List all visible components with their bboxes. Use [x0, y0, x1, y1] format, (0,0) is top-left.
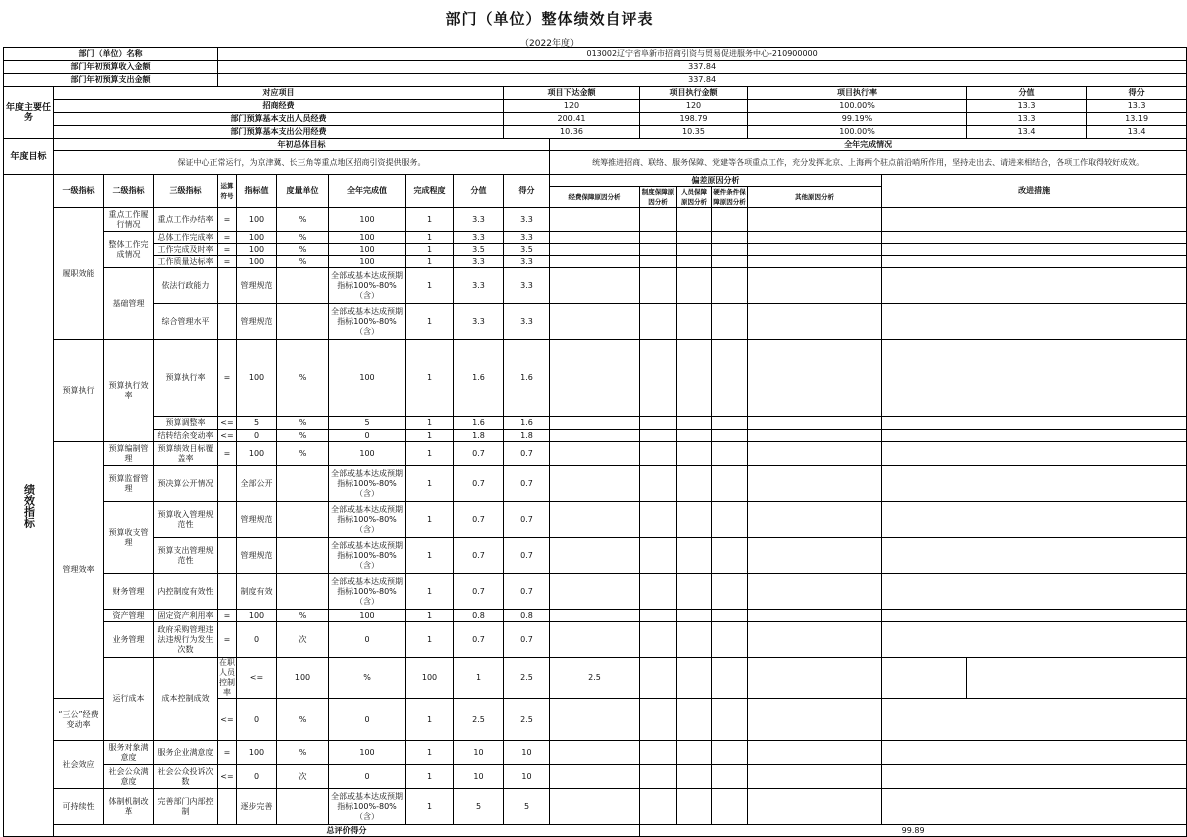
weight-cell: 0.7 [454, 622, 504, 658]
total-label: 总评价得分 [54, 825, 640, 837]
actual-cell: 100 [406, 658, 454, 699]
score-cell: 10 [504, 741, 550, 765]
tasks-header: 对应项目 [54, 87, 504, 100]
tasks-header: 项目执行率 [748, 87, 967, 100]
completion-cell: 1 [406, 268, 454, 304]
task-row [4, 113, 1187, 126]
operator-cell: = [218, 741, 237, 765]
level2-cell: 预算编制管理 [104, 442, 154, 466]
task-allocated: 200.41 [504, 113, 640, 126]
score-cell: 1.6 [504, 340, 550, 417]
unit-cell: % [277, 232, 329, 244]
score-cell: 0.7 [504, 466, 550, 502]
complete-goal-text: 统筹推进招商、联络、服务保障、党建等各项重点工作，充分发挥北京、上海两个驻点前沿哨所作用，坚持走出去、请进来相结合，各项工作取得较好成效。 [550, 151, 1187, 175]
completion-cell: 1 [406, 610, 454, 622]
completion-cell: 1 [406, 244, 454, 256]
completion-cell: 1 [406, 430, 454, 442]
indicator-row [4, 502, 1187, 538]
total-row [4, 825, 1187, 837]
level3-cell: 工作完成及时率 [154, 244, 218, 256]
operator-cell: = [218, 340, 237, 417]
level3-cell: “三公”经费变动率 [54, 699, 104, 741]
unit-cell: % [277, 244, 329, 256]
operator-cell: = [218, 442, 237, 466]
score-cell: 3.3 [504, 232, 550, 244]
operator-cell: <= [237, 658, 277, 699]
initial-goal-header: 年初总体目标 [54, 139, 550, 151]
task-rate: 100.00% [748, 100, 967, 113]
target-cell: 100 [277, 658, 329, 699]
unit-cell: 次 [277, 622, 329, 658]
unit-cell [277, 574, 329, 610]
level1-cell: 运行成本 [104, 658, 154, 741]
indicator-row [4, 304, 1187, 340]
score-cell: 3.3 [504, 256, 550, 268]
target-cell: 100 [237, 208, 277, 232]
unit-cell [277, 268, 329, 304]
task-name: 部门预算基本支出公用经费 [54, 126, 504, 139]
completion-cell: 1 [406, 765, 454, 789]
completion-cell: 1 [406, 340, 454, 417]
level3-cell: 完善部门内部控制 [154, 789, 218, 825]
indicator-row [4, 268, 1187, 304]
actual-cell: 100 [329, 232, 406, 244]
tasks-header: 得分 [1087, 87, 1187, 100]
weight-cell: 1.6 [454, 417, 504, 430]
operator-cell: = [218, 232, 237, 244]
col-header: 三级指标 [154, 175, 218, 208]
goals-text-row [4, 151, 1187, 175]
level3-cell: 总体工作完成率 [154, 232, 218, 244]
task-executed: 120 [640, 100, 748, 113]
target-cell: 逐步完善 [237, 789, 277, 825]
level2-cell: 重点工作履行情况 [104, 208, 154, 232]
actual-cell: 100 [329, 442, 406, 466]
level3-cell: 固定资产利用率 [154, 610, 218, 622]
completion-cell: 1 [406, 304, 454, 340]
task-score: 13.3 [1087, 100, 1187, 113]
indicator-row [4, 466, 1187, 502]
completion-cell: 1 [406, 574, 454, 610]
level3-cell: 预算支出管理规范性 [154, 538, 218, 574]
completion-cell: 1 [406, 466, 454, 502]
level1-cell: 预算执行 [54, 340, 104, 442]
operator-cell: <= [218, 417, 237, 430]
weight-cell: 3.3 [454, 304, 504, 340]
completion-cell: 1 [406, 741, 454, 765]
indicator-row [4, 574, 1187, 610]
operator-cell: = [218, 622, 237, 658]
level3-cell: 预算绩效目标覆盖率 [154, 442, 218, 466]
score-cell: 1.6 [504, 417, 550, 430]
task-executed: 198.79 [640, 113, 748, 126]
actual-cell: 全部或基本达成预期指标100%-80%（含） [329, 466, 406, 502]
level2-cell: 预算收支管理 [104, 502, 154, 574]
income-label: 部门年初预算收入金额 [4, 61, 218, 74]
completion-cell: 1 [406, 502, 454, 538]
goals-header-row [4, 139, 1187, 151]
dept-row [4, 48, 1187, 61]
target-cell: 0 [237, 699, 277, 741]
actual-cell: 全部或基本达成预期指标100%-80%（含） [329, 538, 406, 574]
completion-cell: 1 [454, 658, 504, 699]
score-cell: 3.3 [504, 268, 550, 304]
level1-cell: 履职效能 [54, 208, 104, 340]
report-year: （2022年度） [520, 39, 579, 49]
evaluation-table [3, 47, 1187, 837]
target-cell: 管理规范 [237, 304, 277, 340]
score-cell: 0.7 [504, 502, 550, 538]
actual-cell: 0 [329, 699, 406, 741]
weight-cell: 1.8 [454, 430, 504, 442]
task-executed: 10.35 [640, 126, 748, 139]
tasks-section-label: 年度主要任务 [4, 87, 54, 139]
target-cell: 100 [237, 232, 277, 244]
completion-cell: 1 [406, 417, 454, 430]
task-name: 招商经费 [54, 100, 504, 113]
tasks-header: 分值 [967, 87, 1087, 100]
indicator-row [4, 232, 1187, 244]
target-cell: 5 [237, 417, 277, 430]
tasks-header: 项目下达金额 [504, 87, 640, 100]
unit-cell: % [277, 610, 329, 622]
weight-cell: 10 [454, 765, 504, 789]
indicator-row [4, 244, 1187, 256]
indicator-row [4, 208, 1187, 232]
dev-sub-header: 硬件条件保障原因分析 [713, 188, 746, 206]
actual-cell: 全部或基本达成预期指标100%-80%（含） [329, 304, 406, 340]
operator-cell: = [218, 256, 237, 268]
col-header: 二级指标 [104, 175, 154, 208]
operator-cell [218, 466, 237, 502]
unit-cell [277, 538, 329, 574]
level3-cell: 依法行政能力 [154, 268, 218, 304]
level2-cell: 社会公众满意度 [104, 765, 154, 789]
dept-label: 部门（单位）名称 [4, 48, 218, 61]
unit-cell: % [277, 442, 329, 466]
level3-cell: 预算执行率 [154, 340, 218, 417]
actual-cell: 100 [329, 208, 406, 232]
weight-cell: 3.3 [454, 232, 504, 244]
unit-cell [277, 789, 329, 825]
completion-cell: 1 [406, 208, 454, 232]
level2-cell: 服务对象满意度 [104, 741, 154, 765]
indicator-row [4, 610, 1187, 622]
improve-header: 改进措施 [882, 175, 1187, 208]
task-score: 13.19 [1087, 113, 1187, 126]
level2-cell: 基础管理 [104, 268, 154, 340]
dev-sub-header: 经费保障原因分析 [550, 187, 640, 208]
indicator-row [4, 340, 1187, 417]
actual-cell: 0 [329, 430, 406, 442]
completion-cell: 1 [406, 699, 454, 741]
col-header: 指标值 [237, 175, 277, 208]
actual-cell: 全部或基本达成预期指标100%-80%（含） [329, 574, 406, 610]
unit-cell: % [277, 208, 329, 232]
dept-value: 013002辽宁省阜新市招商引资与贸易促进服务中心-210900000 [218, 48, 1187, 61]
target-cell: 0 [237, 622, 277, 658]
col-header: 全年完成值 [329, 175, 406, 208]
target-cell: 管理规范 [237, 502, 277, 538]
score-cell: 3.5 [504, 244, 550, 256]
score-cell: 3.3 [504, 304, 550, 340]
level2-cell: 整体工作完成情况 [104, 232, 154, 268]
score-cell: 10 [504, 765, 550, 789]
unit-cell: % [329, 658, 406, 699]
level2-cell: 预算监督管理 [104, 466, 154, 502]
operator-cell [218, 304, 237, 340]
target-cell: 管理规范 [237, 538, 277, 574]
completion-cell: 1 [406, 789, 454, 825]
expense-value: 337.84 [218, 74, 1187, 87]
page-title: 部门（单位）整体绩效自评表 [445, 10, 654, 28]
operator-cell: = [218, 610, 237, 622]
completion-cell: 1 [406, 538, 454, 574]
indicator-row [4, 256, 1187, 268]
operator-cell [218, 502, 237, 538]
operator-cell [218, 538, 237, 574]
weight-cell: 5 [454, 789, 504, 825]
task-weight: 13.3 [967, 100, 1087, 113]
level3-cell: 政府采购管理违法违规行为发生次数 [154, 622, 218, 658]
unit-cell: % [277, 340, 329, 417]
level2-cell: 体制机制改革 [104, 789, 154, 825]
weight-cell: 0.8 [454, 610, 504, 622]
level3-cell: 在职人员控制率 [219, 658, 235, 697]
weight-cell: 0.7 [454, 466, 504, 502]
level3-cell: 预算调整率 [154, 417, 218, 430]
completion-cell: 1 [406, 442, 454, 466]
indicator-row [4, 538, 1187, 574]
target-cell: 100 [237, 244, 277, 256]
expense-label: 部门年初预算支出金额 [4, 74, 218, 87]
level1-cell: 社会效应 [54, 741, 104, 789]
level3-cell: 预算收入管理规范性 [154, 502, 218, 538]
unit-cell: 次 [277, 765, 329, 789]
complete-goal-header: 全年完成情况 [550, 139, 1187, 151]
actual-cell: 0 [329, 622, 406, 658]
weight-cell: 1.6 [454, 340, 504, 417]
level3-cell: 重点工作办结率 [154, 208, 218, 232]
task-weight: 13.3 [967, 113, 1087, 126]
col-header: 得分 [504, 175, 550, 208]
level3-cell: 工作质量达标率 [154, 256, 218, 268]
initial-goal-text: 保证中心正常运行，为京津冀、长三角等重点地区招商引资提供服务。 [54, 151, 550, 175]
tasks-header: 项目执行金额 [640, 87, 748, 100]
task-rate: 99.19% [748, 113, 967, 126]
indicator-row [4, 789, 1187, 825]
unit-cell: % [277, 256, 329, 268]
actual-cell: 100 [329, 256, 406, 268]
actual-cell: 5 [329, 417, 406, 430]
actual-cell: 100 [329, 340, 406, 417]
indicator-row [4, 658, 1187, 699]
indicator-row [4, 442, 1187, 466]
task-rate: 100.00% [748, 126, 967, 139]
unit-cell: % [277, 417, 329, 430]
level2-cell: 预算执行效率 [104, 340, 154, 442]
score-cell: 0.7 [504, 442, 550, 466]
operator-cell [218, 789, 237, 825]
target-cell: 100 [237, 442, 277, 466]
weight-cell: 3.3 [454, 268, 504, 304]
indicator-row [4, 622, 1187, 658]
indicator-header-row [4, 175, 1187, 187]
task-name: 部门预算基本支出人员经费 [54, 113, 504, 126]
score-cell: 3.3 [504, 208, 550, 232]
weight-cell: 2.5 [504, 658, 550, 699]
expense-row [4, 74, 1187, 87]
score-cell: 0.8 [504, 610, 550, 622]
level2-cell: 业务管理 [104, 622, 154, 658]
target-cell: 制度有效 [237, 574, 277, 610]
unit-cell [277, 502, 329, 538]
col-header: 度量单位 [277, 175, 329, 208]
operator-cell: = [218, 208, 237, 232]
indicators-section-label: 绩效指标 [4, 175, 54, 837]
dev-sub-header: 制度保障原因分析 [640, 187, 677, 208]
actual-cell: 100 [329, 244, 406, 256]
weight-cell: 0.7 [454, 538, 504, 574]
target-cell: 管理规范 [237, 268, 277, 304]
target-cell: 全部公开 [237, 466, 277, 502]
level3-cell: 综合管理水平 [154, 304, 218, 340]
unit-cell [277, 466, 329, 502]
score-cell: 5 [504, 789, 550, 825]
target-cell: 100 [237, 741, 277, 765]
dev-sub-header: 其他原因分析 [748, 187, 882, 208]
weight-cell: 0.7 [454, 442, 504, 466]
actual-cell: 全部或基本达成预期指标100%-80%（含） [329, 268, 406, 304]
level2-cell: 资产管理 [104, 610, 154, 622]
income-value: 337.84 [218, 61, 1187, 74]
completion-cell: 1 [406, 622, 454, 658]
actual-cell: 100 [329, 610, 406, 622]
weight-cell: 3.5 [454, 244, 504, 256]
operator-cell [218, 268, 237, 304]
weight-cell: 0.7 [454, 502, 504, 538]
level3-cell: 社会公众投诉次数 [154, 765, 218, 789]
level2-cell: 成本控制成效 [154, 658, 218, 741]
deviation-header: 偏差原因分析 [550, 175, 882, 187]
level3-cell: 结转结余变动率 [154, 430, 218, 442]
target-cell: 100 [237, 256, 277, 268]
income-row [4, 61, 1187, 74]
unit-cell: % [277, 699, 329, 741]
operator-cell: <= [218, 699, 237, 741]
task-weight: 13.4 [967, 126, 1087, 139]
unit-cell [277, 304, 329, 340]
score-cell: 2.5 [550, 658, 640, 699]
weight-cell: 3.3 [454, 256, 504, 268]
level1-cell: 可持续性 [54, 789, 104, 825]
dev-sub-header: 人员保障原因分析 [677, 187, 712, 208]
operator-cell: = [218, 244, 237, 256]
col-header: 完成程度 [406, 175, 454, 208]
completion-cell: 1 [406, 256, 454, 268]
score-cell: 0.7 [504, 574, 550, 610]
operator-cell [218, 574, 237, 610]
unit-cell: % [277, 430, 329, 442]
operator-cell: <= [218, 765, 237, 789]
target-cell: 100 [237, 610, 277, 622]
col-header: 运算符号 [218, 175, 237, 208]
weight-cell: 0.7 [454, 574, 504, 610]
level3-cell: 内控制度有效性 [154, 574, 218, 610]
goals-section-label: 年度目标 [4, 139, 54, 175]
col-header: 一级指标 [54, 175, 104, 208]
weight-cell: 2.5 [454, 699, 504, 741]
target-cell: 0 [237, 430, 277, 442]
operator-cell: <= [218, 430, 237, 442]
level2-cell: 财务管理 [104, 574, 154, 610]
actual-cell: 0 [329, 765, 406, 789]
task-row [4, 100, 1187, 113]
task-allocated: 120 [504, 100, 640, 113]
task-score: 13.4 [1087, 126, 1187, 139]
level1-cell: 管理效率 [54, 442, 104, 699]
score-cell: 1.8 [504, 430, 550, 442]
weight-cell: 10 [454, 741, 504, 765]
actual-cell: 全部或基本达成预期指标100%-80%（含） [329, 502, 406, 538]
indicator-row [4, 417, 1187, 430]
target-cell: 100 [237, 340, 277, 417]
level3-cell: 预决算公开情况 [154, 466, 218, 502]
total-value: 99.89 [640, 825, 1187, 837]
score-cell: 0.7 [504, 538, 550, 574]
actual-cell: 100 [329, 741, 406, 765]
weight-cell: 3.3 [454, 208, 504, 232]
score-cell: 0.7 [504, 622, 550, 658]
score-cell: 2.5 [504, 699, 550, 741]
completion-cell: 1 [406, 232, 454, 244]
level3-cell: 服务企业满意度 [154, 741, 218, 765]
target-cell: 0 [237, 765, 277, 789]
indicator-row [4, 765, 1187, 789]
indicator-row [4, 741, 1187, 765]
indicator-row [4, 430, 1187, 442]
task-row [4, 126, 1187, 139]
unit-cell: % [277, 741, 329, 765]
col-header: 分值 [454, 175, 504, 208]
task-allocated: 10.36 [504, 126, 640, 139]
actual-cell: 全部或基本达成预期指标100%-80%（含） [329, 789, 406, 825]
tasks-header-row [4, 87, 1187, 100]
